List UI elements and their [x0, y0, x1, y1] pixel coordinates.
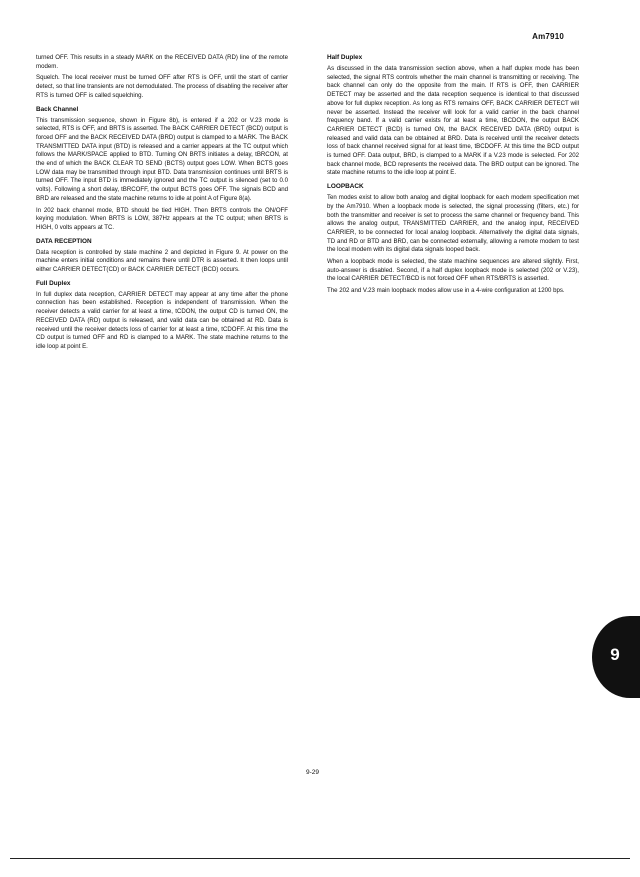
page-number: 9-29 — [306, 769, 320, 776]
paragraph-data-reception: Data reception is controlled by state machine 2 and depicted in Figure 9. At power on the machine enters initial conditions and remains there until DTR is asserted. It then loops until either CARRIER DETECT(CD) or BACK CARRIER DETECT (BCD) occurs. — [36, 248, 288, 274]
paragraph-loopback-sequences: When a loopback mode is selected, the state machine sequences are altered slightly. First, auto-answer is disabled. Second, if a half duplex loopback mode is selected (202 or V.23), the local CARRIER DETECT/BCD is not forced OFF when RTS/BRTS is asserted. — [327, 258, 579, 283]
paragraph-half-duplex: As discussed in the data transmission section above, when a half duplex mode has been selected, the signal RTS controls whether the main channel is transmitting or receiving. The back channel can only do the opposite from the main. If RTS is OFF, then CARRIER DETECT may be asserted and the data reception sequence is identical to that discussed above for full duplex reception. As long as RTS remains OFF, BACK CARRIER DETECT will never be asserted. Instead the receiver will look for a valid carrier in the back channel frequency band. If a valid carrier exists for at least a time, tBCDON, the output BACK CARRIER DETECT (BCD) is turned ON, the BACK RECEIVED DATA (BRD) output is released and valid data can be obtained at BRD. Data is received until the receiver detects loss of back channel received signal for at least time, tBCDOFF. At this time the BCD output is turned OFF. Data output, BRD, is clamped to a MARK if a V.23 mode is selected. For 202 back channel mode, BCD represents the received data. The BRD output can be ignored. The state machine returns to the idle loop at point E. — [327, 65, 579, 177]
paragraph-squelch: Squelch. The local receiver must be turned OFF after RTS is OFF, until the start of carrier detect, so that line transients are not demodulated. The process of disabling the receiver after RTS is turned OFF is called squelching. — [36, 74, 288, 99]
paragraph-loopback-4-wire: The 202 and V.23 main loopback modes allow use in a 4-wire configuration at 1200 bps. — [327, 287, 565, 295]
heading-half-duplex: Half Duplex — [327, 54, 363, 61]
part-number-header: Am7910 — [532, 32, 564, 41]
heading-loopback: LOOPBACK — [327, 183, 364, 191]
paragraph-202-back-channel: In 202 back channel mode, BTD should be tied HIGH. Then BRTS controls the ON/OFF keying modulation. When BRTS is LOW, 387Hz appears at the TC output; when BRTS is HIGH, 0 volts appears at TC. — [36, 206, 288, 231]
heading-full-duplex: Full Duplex — [36, 279, 71, 287]
heading-data-reception: DATA RECEPTION — [36, 237, 92, 245]
heading-back-channel: Back Channel — [36, 105, 79, 113]
paragraph: turned OFF. This results in a steady MARK on the RECEIVED DATA (RD) line of the remote modem. — [36, 54, 288, 70]
paragraph-loopback: Ten modes exist to allow both analog and digital loopback for each modem specification met by the Am7910. When a loopback mode is selected, the signal processing (filters, etc.) for both the transmitter and receiver is set to process the same channel or frequency band. This allows the analog output, TRANSMITTED CARRIER, and the analog input, RECEIVED CARRIER, to be connected for local analog loopback. Alternatively the digital data signals, TD and RD or BTD and BRD, can be connected externally, allowing a remote modem to test the local modem with its digital data signals looped back. — [327, 194, 579, 254]
paragraph-back-channel: This transmission sequence, shown in Figure 8b), is entered if a 202 or V.23 mode is selected, RTS is OFF, and BRTS is asserted. The BACK CARRIER DETECT (BCD) output is forced OFF and the BACK RECEIVED DATA (BRD) output is clamped to a MARK. The BACK TRANSMITTED DATA input (BTD) is released and a carrier appears at the TC output which follows the MARK/SPACE applied to BTD. Turning ON BRTS initiates a delay, tBRCON, at the end of which the BACK CLEAR TO SEND (BCTS) output goes LOW. When BCTS goes LOW data may be transmitted through input BTD. Data transmission continues until BRTS is turned OFF. The input BTD is immediately ignored and the TC output is silenced (set to 0.0 volts). Following a short delay, tBRCOFF, the output BCTS goes OFF. The signals BCD and BRD are released and the state machine returns to idle at point A of Figure 8(a). — [36, 116, 288, 202]
section-tab-number: 9 — [610, 645, 620, 664]
paragraph-full-duplex: In full duplex data reception, CARRIER DETECT may appear at any time after the phone connection has been established. Reception is independent of transmission. When the receiver detects a valid carrier for at least a time, tCDON, the output CD is turned ON, the RECEIVED DATA (RD) output is released, and valid data can be obtained at RD. Data is received until the receiver detects loss of carrier for at least a time, tCDOFF. At this time the CD output is turned OFF and RD is clamped to a MARK. The state machine returns to the idle loop at point E. — [36, 290, 288, 350]
left-column — [36, 54, 288, 355]
footer-rule — [10, 858, 630, 859]
right-column — [327, 54, 579, 299]
